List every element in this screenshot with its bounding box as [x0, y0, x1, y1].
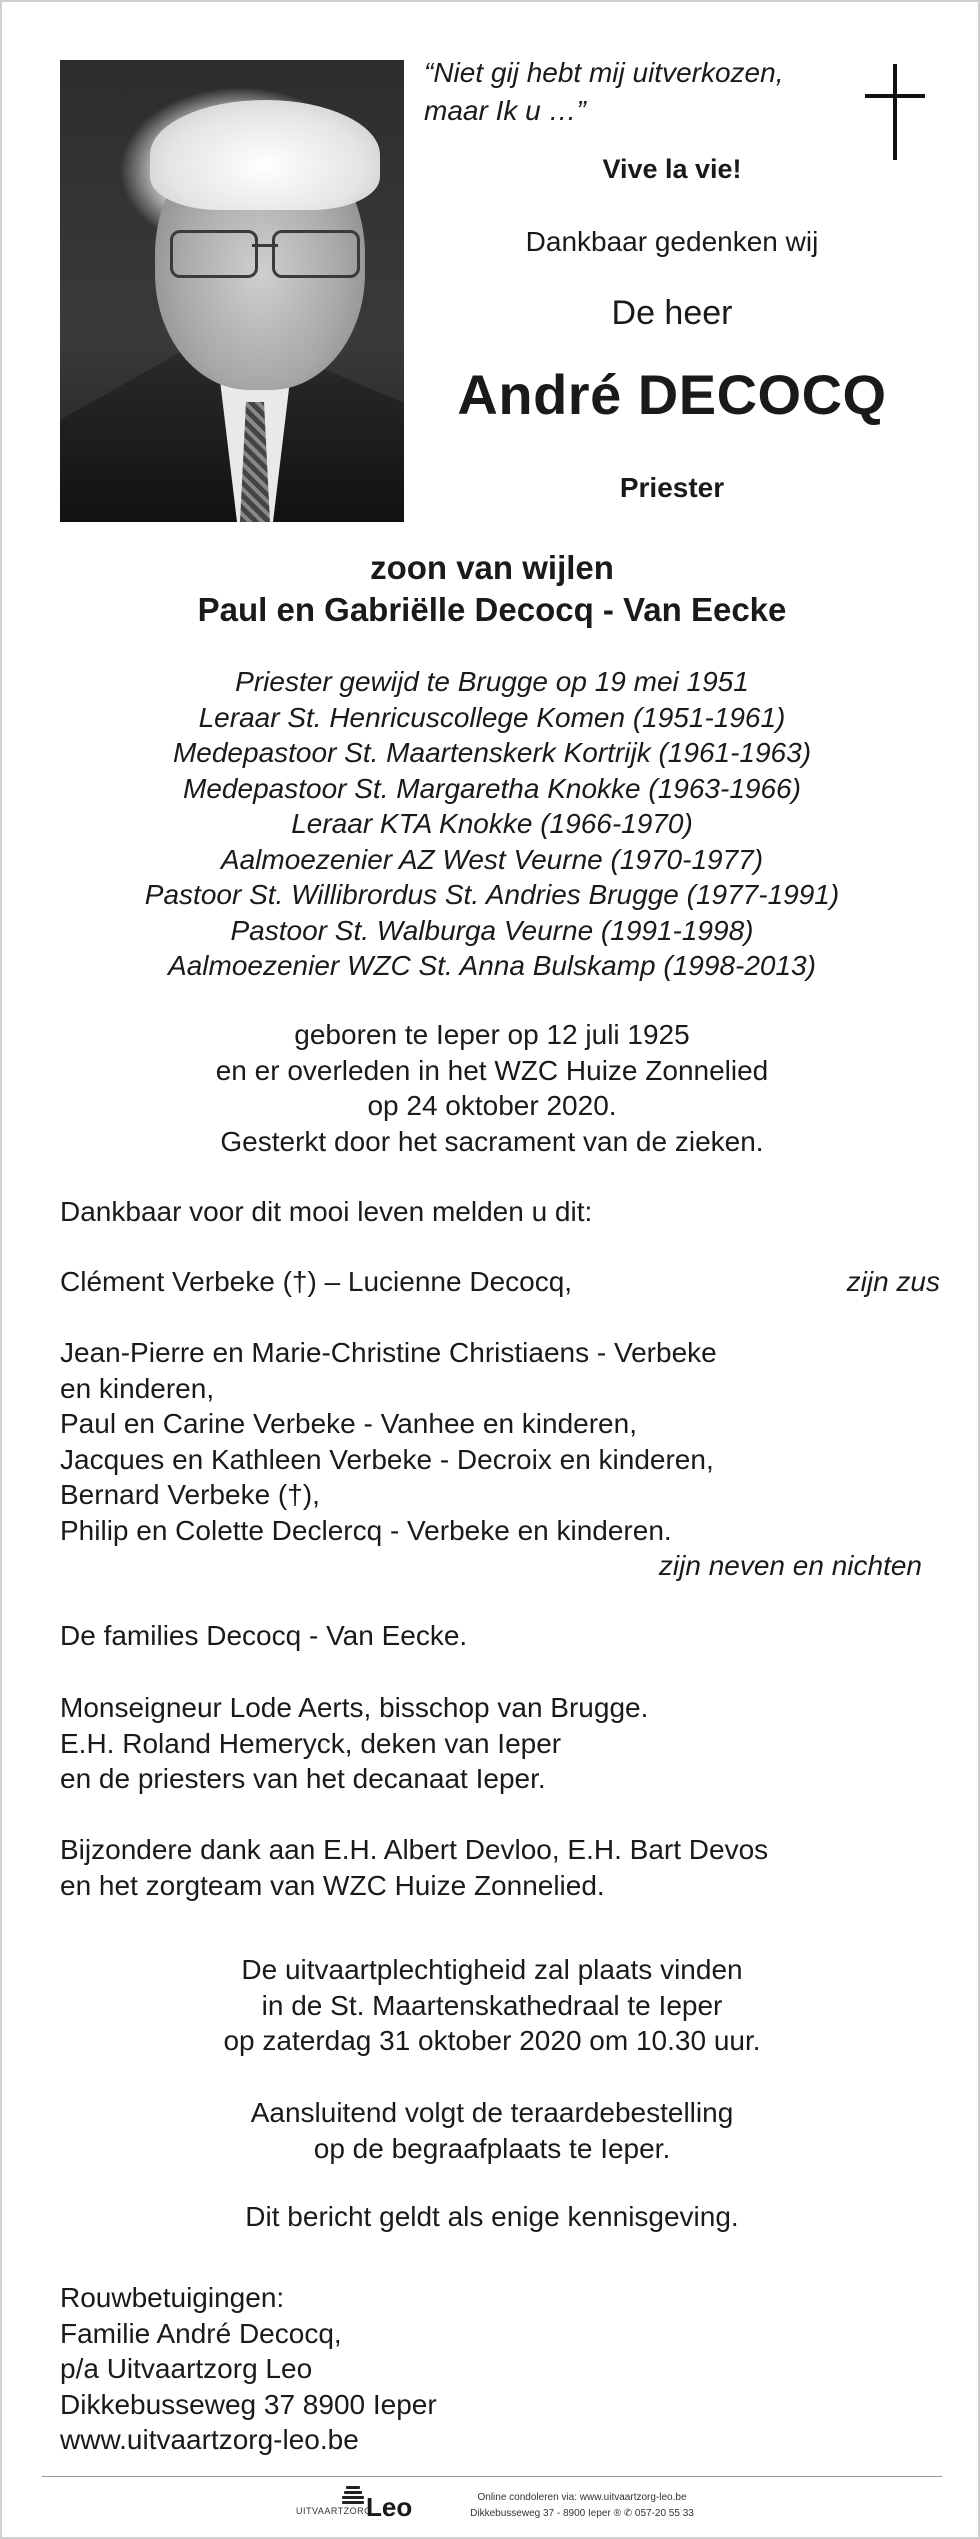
career-item: Medepastoor St. Maartenskerk Kortrijk (1961-1963)	[172, 737, 812, 768]
motto: Vive la vie!	[602, 154, 742, 184]
footer	[2, 2484, 980, 2524]
honorific: De heer	[611, 294, 733, 332]
footer-info	[432, 2490, 732, 2522]
list-item: Philip en Colette Declercq - Verbeke en kinderen.	[60, 1514, 672, 1546]
career-item: Pastoor St. Willibrordus St. Andries Brugge (1977-1991)	[144, 879, 840, 910]
career-item: Aalmoezenier WZC St. Anna Bulskamp (1998-2013)	[168, 950, 816, 981]
list-item: Bernard Verbeke (†),	[60, 1479, 320, 1510]
brand-small: UITVAARTZORG	[296, 2506, 372, 2516]
career-item: Medepastoor St. Margaretha Knokke (1963-1966)	[183, 772, 801, 804]
intro-line: Dankbaar voor dit mooi leven melden u dit:	[60, 1196, 593, 1227]
condolences-address: Rouwbetuigingen: Familie André Decocq, p/a Uitvaartzorg Leo Dikkebusseweg 37 8900 Ieper www.uitvaartzorg-leo.be	[60, 2280, 930, 2458]
footer-line-1: Online condoleren via: www.uitvaartzorg-leo.be	[477, 2492, 687, 2503]
special-thanks: Bijzondere dank aan E.H. Albert Devloo, E.H. Bart Devos en het zorgteam van WZC Huize Zonnelied.	[60, 1834, 769, 1901]
career-item: Leraar St. Henricuscollege Komen (1951-1961)	[198, 701, 786, 733]
list-item: en kinderen,	[60, 1372, 215, 1404]
website-link[interactable]: www.uitvaartzorg-leo.be	[60, 2424, 359, 2455]
clergy-list: Monseigneur Lode Aerts, bisschop van Brugge. E.H. Roland Hemeryck, deken van Ieper en de priesters van het decanaat Ieper.	[60, 1692, 649, 1794]
sister-row	[60, 1264, 940, 1300]
bible-quote: “Niet gij hebt mij uitverkozen, maar Ik u …”	[424, 57, 784, 126]
deceased-title: Priester	[619, 472, 725, 503]
brand-logo: Leo	[366, 2492, 413, 2522]
career-item: Aalmoezenier AZ West Veurne (1970-1977)	[220, 843, 764, 875]
footer-line-2: Dikkebusseweg 37 - 8900 Ieper ® ✆ 057-20 55 33	[470, 2508, 694, 2519]
remembrance-line: Dankbaar gedenken wij	[525, 226, 819, 257]
deceased-name: André DECOCQ	[457, 363, 887, 426]
cross-icon	[865, 64, 925, 164]
parents: zoon van wijlen Paul en Gabriëlle Decocq - Van Eecke	[197, 549, 787, 628]
career-item: Priester gewijd te Brugge op 19 mei 1951	[235, 666, 749, 697]
list-item: Jean-Pierre en Marie-Christine Christiaens - Verbeke	[60, 1337, 717, 1368]
footer-divider	[42, 2476, 942, 2477]
leo-logo-icon	[342, 2486, 364, 2504]
nephews-role: zijn neven en nichten	[658, 1550, 922, 1581]
career-item: Leraar KTA Knokke (1966-1970)	[291, 808, 693, 839]
nephews-list	[60, 1335, 930, 1548]
burial-info: Aansluitend volgt de teraardebestelling op de begraafplaats te Ieper.	[250, 2097, 734, 2164]
career-item: Pastoor St. Walburga Veurne (1991-1998)	[230, 914, 754, 946]
funeral-info: De uitvaartplechtigheid zal plaats vinden in de St. Maartenskathedraal te Ieper op zaterdag 31 oktober 2020 om 10.30 uur.	[223, 1954, 761, 2056]
career-list	[2, 664, 980, 984]
list-item: Paul en Carine Verbeke - Vanhee en kinderen,	[60, 1408, 637, 1439]
list-item: Jacques en Kathleen Verbeke - Decroix en kinderen,	[60, 1443, 714, 1475]
portrait-photo	[60, 60, 404, 522]
notice-line: Dit bericht geldt als enige kennisgeving.	[245, 2201, 739, 2232]
sister-names: Clément Verbeke (†) – Lucienne Decocq,	[60, 1266, 573, 1297]
sister-role: zijn zus	[846, 1266, 940, 1297]
birth-death: geboren te Ieper op 12 juli 1925 en er overleden in het WZC Huize Zonnelied op 24 oktober 2020. Gesterkt door het sacrament van de zieken.	[215, 1019, 769, 1157]
families-line: De families Decocq - Van Eecke.	[60, 1620, 468, 1651]
